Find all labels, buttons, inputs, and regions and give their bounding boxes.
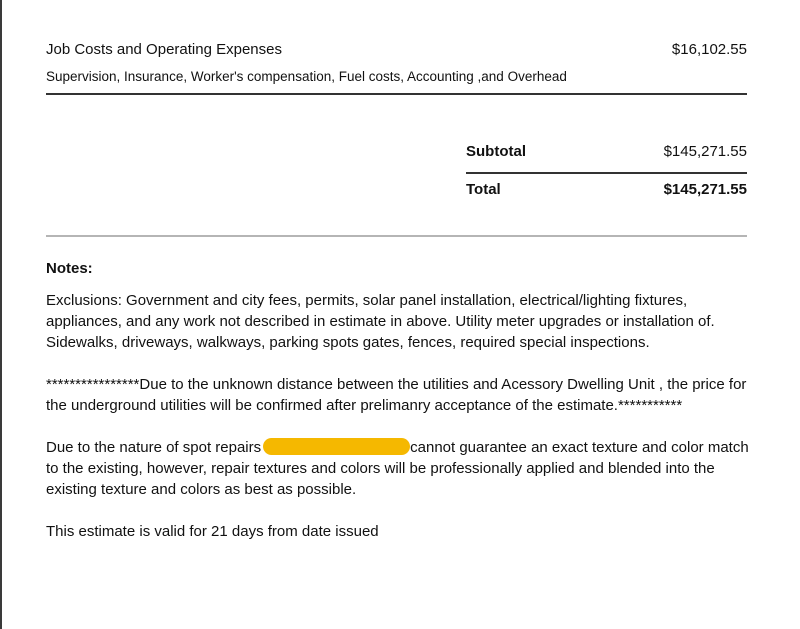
line-item-amount: $16,102.55 [671, 41, 747, 58]
subtotal-value: $145,271.55 [663, 143, 747, 160]
line-item-description: Supervision, Insurance, Worker's compensation, Fuel costs, Accounting ,and Overhead [46, 69, 567, 84]
notes-repairs-after: cannot guarantee an exact texture and color match to the existing, however, repair textures and colors will be professionally applied and blended into the existing texture and colors as best as possible. [46, 439, 749, 498]
line-item-divider [46, 93, 747, 95]
redaction-highlight [263, 438, 410, 455]
notes-repairs-before: Due to the nature of spot repairs [46, 439, 262, 456]
notes-repairs [46, 437, 758, 500]
total-value: $145,271.55 [663, 181, 747, 198]
page-edge [0, 0, 2, 629]
notes-section [46, 258, 758, 563]
line-item-title: Job Costs and Operating Expenses [46, 41, 282, 58]
subtotal-label: Subtotal [466, 143, 526, 160]
notes-exclusions: Exclusions: Government and city fees, permits, solar panel installation, electrical/lighting fixtures, appliances, and any work not described in estimate in above. Utility meter upgrades or installation of. Sidewalks, driveways, walkways, parking spots gates, fences, required special inspections. [46, 292, 715, 351]
totals-divider [466, 172, 747, 174]
notes-utilities: ****************Due to the unknown distance between the utilities and Acessory Dwelling Unit , the price for the underground utilities will be confirmed after prelimanry acceptance of the estimate.*********** [46, 376, 747, 414]
notes-divider [46, 235, 747, 237]
notes-heading: Notes: [46, 260, 93, 277]
total-label: Total [466, 181, 501, 198]
notes-validity: This estimate is valid for 21 days from date issued [46, 523, 379, 540]
